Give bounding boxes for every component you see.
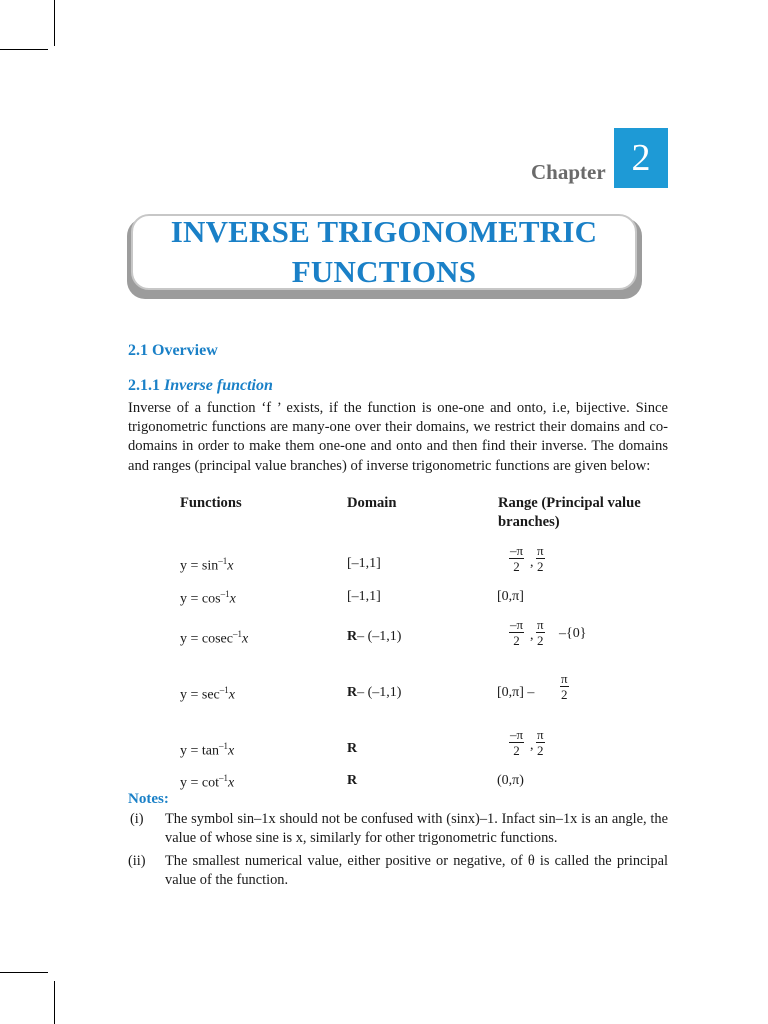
note-text: The smallest numerical value, either positive or negative, of θ is called the principal value of the function. bbox=[165, 853, 668, 888]
table-row-domain: [–1,1] bbox=[347, 589, 381, 604]
table-row-domain: R bbox=[347, 773, 358, 788]
intro-paragraph bbox=[128, 399, 668, 476]
crop-mark bbox=[54, 0, 55, 46]
crop-mark bbox=[0, 49, 48, 50]
range-fraction: $\frac{\pi}{2}$ bbox=[561, 671, 568, 702]
table-row-range: [0,π] bbox=[497, 589, 524, 604]
note-text: The symbol sin–1x should not be confused with (sinx)–1. Infact sin–1x is an angle, the value of whose sine is x, similarly for other trigonometric functions. bbox=[165, 811, 668, 846]
chapter-title-line-2: FUNCTIONS bbox=[291, 254, 477, 289]
range-comma: , bbox=[530, 738, 534, 753]
note-marker: (ii) bbox=[128, 853, 146, 869]
range-fraction: $\frac{\pi}{2}$ bbox=[537, 617, 544, 648]
table-row-range: (0,π) bbox=[497, 773, 524, 788]
table-row-function: $y = \sec^{-1}x$ bbox=[180, 685, 235, 703]
range-suffix: –{0} bbox=[559, 626, 587, 641]
table-header-range: Range (Principal value bbox=[498, 495, 641, 511]
subsection-heading bbox=[128, 377, 273, 395]
subsection-title: Inverse function bbox=[164, 377, 273, 394]
table-row-function: y = cosec$^{-1}$x bbox=[180, 629, 249, 647]
note-marker: (i) bbox=[130, 811, 144, 827]
table-header-domain: Domain bbox=[347, 495, 397, 511]
chapter-number-badge: 2 bbox=[614, 128, 668, 188]
crop-mark bbox=[54, 981, 55, 1024]
table-row-function: $y = \cos^{-1}x$ bbox=[180, 589, 236, 607]
range-fraction: $\frac{-\pi}{2}$ bbox=[510, 543, 524, 574]
table-header-range-cont: branches) bbox=[498, 514, 560, 530]
table-row-range: [0,π] – bbox=[497, 685, 535, 700]
chapter-label: Chapter bbox=[531, 160, 606, 184]
range-fraction: $\frac{-\pi}{2}$ bbox=[510, 617, 524, 648]
range-fraction: $\frac{\pi}{2}$ bbox=[537, 543, 544, 574]
notes-heading: Notes: bbox=[128, 791, 169, 807]
section-title: Overview bbox=[152, 342, 218, 359]
table-row-function: $y = \tan^{-1}x$ bbox=[180, 741, 235, 759]
section-heading bbox=[128, 342, 218, 360]
table-row-domain: R– (–1,1) bbox=[347, 685, 402, 700]
chapter-title-line-1: INVERSE TRIGONOMETRIC bbox=[170, 214, 598, 249]
table-row-domain: R bbox=[347, 741, 358, 756]
range-fraction: $\frac{-\pi}{2}$ bbox=[510, 727, 524, 758]
table-row-function: $y = \sin^{-1}x$ bbox=[180, 556, 234, 574]
crop-mark bbox=[0, 972, 48, 973]
table-header-functions: Functions bbox=[180, 495, 242, 511]
section-number: 2.1 bbox=[128, 342, 148, 359]
range-comma: , bbox=[530, 555, 534, 570]
intro-text: Inverse of a function ‘f ’ exists, if the function is one-one and onto, i.e, bijective. Since trigonometric functions are many-one over their domains, we restrict their domains and co-domains in order to make them one-one and onto and then find their inverse. The domains and ranges (principal value branches) of inverse trigonometric functions are given below: bbox=[128, 400, 668, 474]
subsection-number: 2.1.1 bbox=[128, 377, 160, 394]
range-fraction: $\frac{\pi}{2}$ bbox=[537, 727, 544, 758]
table-row-domain: R– (–1,1) bbox=[347, 629, 402, 644]
table-row-function: $y = \cot^{-1}x$ bbox=[180, 773, 235, 791]
range-comma: , bbox=[530, 628, 534, 643]
table-row-domain: [–1,1] bbox=[347, 556, 381, 571]
